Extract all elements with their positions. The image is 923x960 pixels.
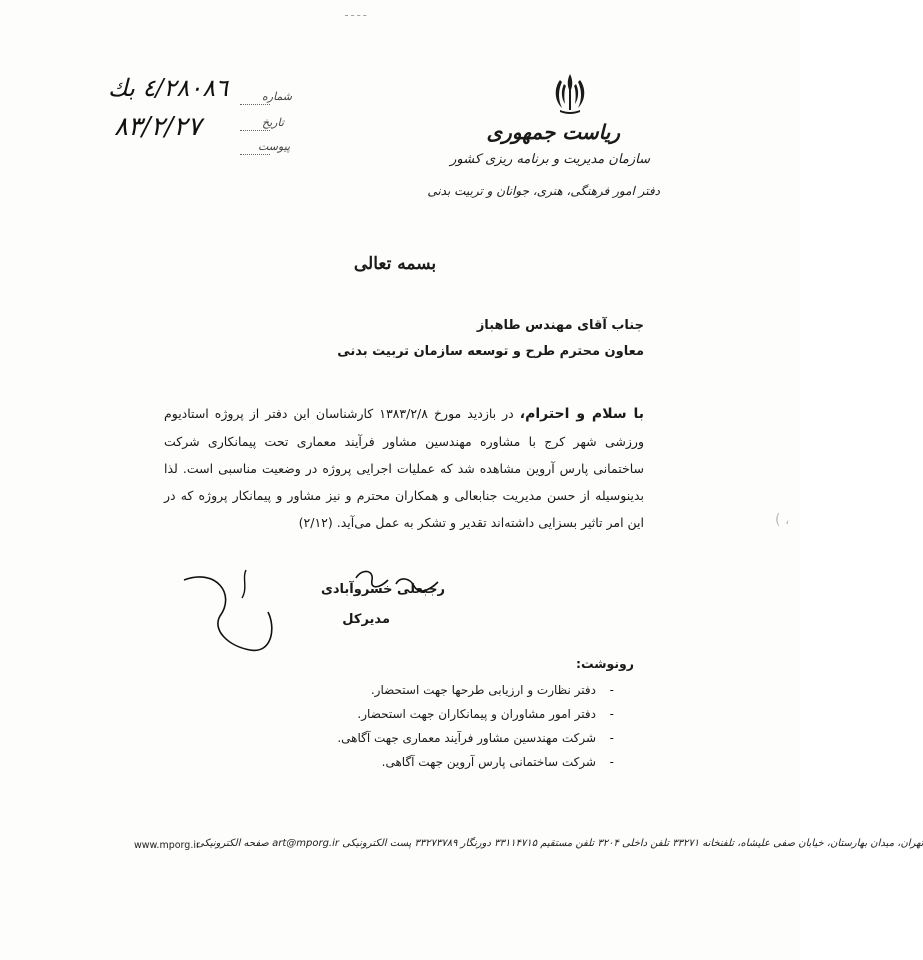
letterhead-organization: سازمان مدیریت و برنامه ریزی کشور — [450, 152, 650, 167]
recipient-position: معاون محترم طرح و توسعه سازمان تربیت بدنی — [337, 344, 644, 359]
reference-date-line — [240, 130, 270, 131]
reference-number-label: شماره — [262, 90, 293, 103]
footer-web-label: صفحه الکترونیکی — [196, 838, 269, 849]
reference-date-label: تاریخ — [262, 116, 284, 129]
cc-item — [337, 702, 614, 726]
reference-attachment-label: پیوست — [258, 140, 291, 153]
iran-emblem-icon — [550, 72, 590, 116]
reference-number-line — [240, 104, 270, 105]
letterhead-presidency: ریاست جمهوری — [486, 120, 620, 144]
cc-item — [337, 678, 614, 702]
cc-list — [337, 678, 614, 774]
cc-dash: - — [609, 683, 614, 697]
body-text: در بازدید مورخ ۱۳۸۳/۲/۸ کارشناسان این دفتر از پروژه استادیوم ورزشی شهر کرج با مشاوره مهندسین مشاور فرآیند معماری تحت پیمانکاری شرکت ساختمانی پارس آروین مشاهده شد که عملیات اجرایی پروژه در وضعیت مناسبی است. لذا بدینوسیله از حسن مدیریت جنابعالی و همکاران محترم و نیز مشاور و پیمانکار پروژه که در این امر تاثیر بسزایی داشته‌اند تقدیر و تشکر به عمل می‌آید. (۲/۱۲) — [164, 406, 644, 530]
signatory-title: مدیرکل — [342, 612, 390, 627]
cc-item — [337, 726, 614, 750]
header-mark: ـ ـ ـ ـ — [345, 8, 367, 19]
cc-dash: - — [609, 755, 614, 769]
footer-address-text: تهران، میدان بهارستان، خیابان صفی علیشاه، تلفنخانه ۳۳۲۷۱ تلفن داخلی ۳۲۰۴ تلفن مستقیم ۳۳۱۱۴۷۱۵ دورنگار ۳۳۲۷۳۷۸۹ پست الکترونیکی — [342, 838, 923, 849]
cc-dash: - — [609, 707, 614, 721]
letterhead-department: دفتر امور فرهنگی، هنری، جوانان و تربیت بدنی — [427, 184, 660, 198]
cc-item-text: دفتر نظارت و ارزیابی طرحها جهت استحضار. — [370, 683, 596, 697]
cc-title: رونوشت: — [575, 656, 634, 671]
footer-email: art@mporg.ir — [272, 838, 340, 849]
signatory-name: رجبعلی خسروآبادی — [320, 582, 445, 597]
footer-address — [196, 838, 923, 849]
cc-dash: - — [609, 731, 614, 745]
handwritten-signature-icon — [176, 564, 446, 660]
recipient-name: جناب آقای مهندس طاهباز — [476, 318, 644, 333]
cc-item-text: دفتر امور مشاوران و پیمانکاران جهت استحضار. — [357, 707, 596, 721]
greeting: با سلام و احترام، — [519, 406, 645, 422]
basmala-heading: بسمه تعالی — [353, 254, 437, 274]
cc-item — [337, 750, 614, 774]
reference-number-value: ٤/٢٨٠٨٦ بك — [108, 74, 228, 102]
footer-website: www.mporg.ir — [134, 840, 200, 851]
cc-item-text: شرکت ساختمانی پارس آروین جهت آگاهی. — [381, 755, 596, 769]
margin-mark: ( ، — [775, 512, 790, 528]
letter-body — [164, 400, 644, 536]
reference-attachment-line — [240, 154, 270, 155]
reference-date-value: ٨٣/٢/٢٧ — [114, 112, 202, 142]
cc-item-text: شرکت مهندسین مشاور فرآیند معماری جهت آگاهی. — [337, 731, 596, 745]
